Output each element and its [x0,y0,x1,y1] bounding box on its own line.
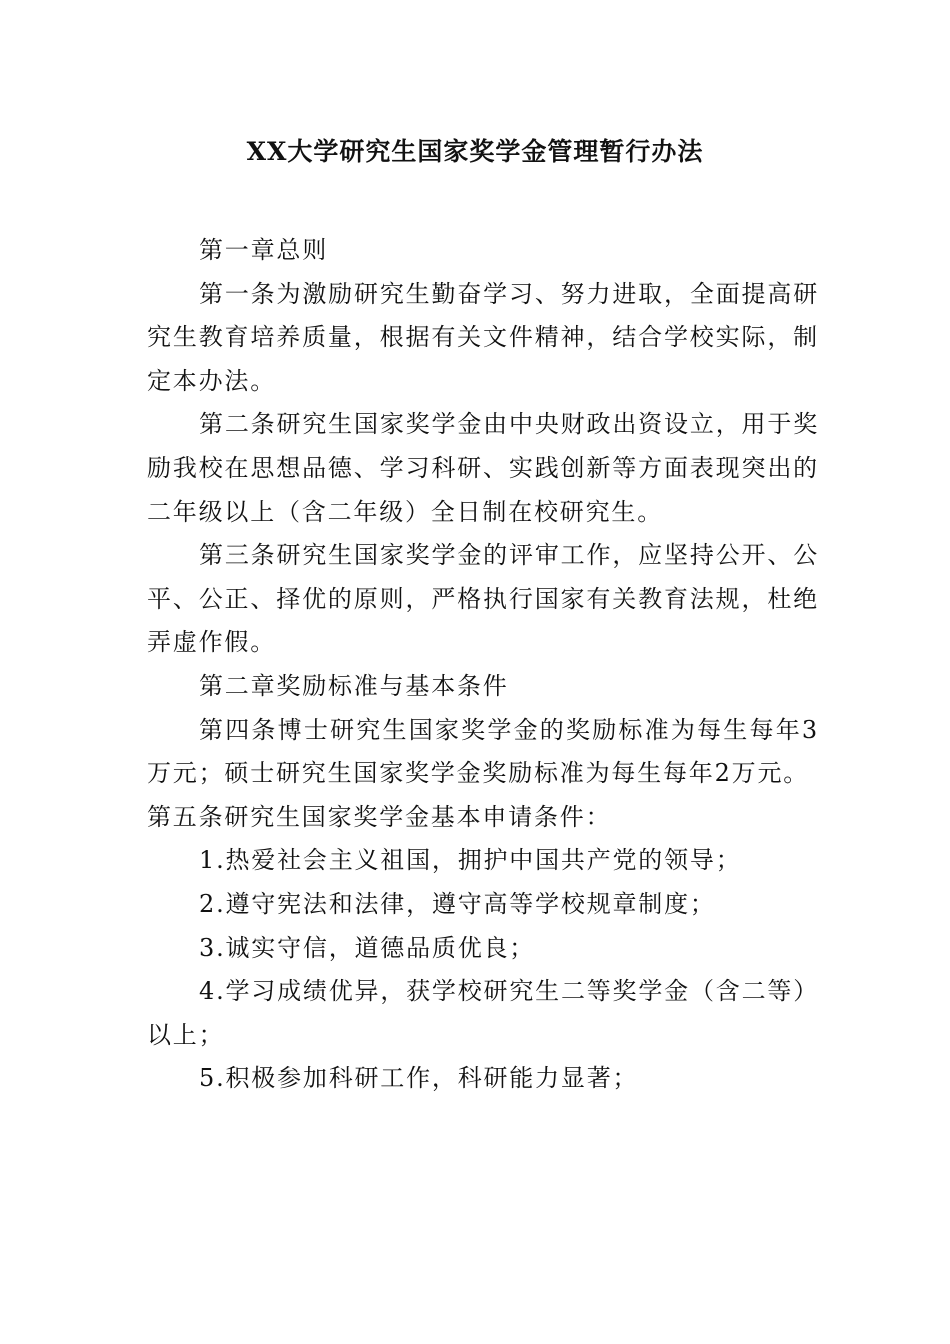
article-paragraph: 第三条研究生国家奖学金的评审工作，应坚持公开、公平、公正、择优的原则，严格执行国家有关教育法规，杜绝弄虚作假。 [147,541,819,657]
article-paragraph: 第二条研究生国家奖学金由中央财政出资设立，用于奖励我校在思想品德、学习科研、实践创新等方面表现突出的二年级以上（含二年级）全日制在校研究生。 [147,410,819,526]
article-paragraph: 第一条为激励研究生勤奋学习、努力进取，全面提高研究生教育培养质量，根据有关文件精神，结合学校实际，制定本办法。 [147,279,819,395]
list-item: 4.学习成绩优异，获学校研究生二等奖学金（含二等）以上； [147,977,819,1049]
article-paragraph: 第四条博士研究生国家奖学金的奖励标准为每生每年3万元；硕士研究生国家奖学金奖励标准为每生每年2万元。 [147,715,819,788]
document-title: XX大学研究生国家奖学金管理暂行办法 [246,137,704,166]
list-item: 5.积极参加科研工作，科研能力显著； [199,1064,639,1093]
list-item: 2.遵守宪法和法律，遵守高等学校规章制度； [199,889,716,918]
chapter-heading: 第一章总则 [199,236,328,264]
list-item: 3.诚实守信，道德品质优良； [199,933,536,962]
chapter-heading: 第二章奖励标准与基本条件 [199,671,509,700]
article-paragraph: 第五条研究生国家奖学金基本申请条件： [147,802,612,831]
document-body [147,229,819,1101]
list-item: 1.热爱社会主义祖国，拥护中国共产党的领导； [199,846,742,875]
